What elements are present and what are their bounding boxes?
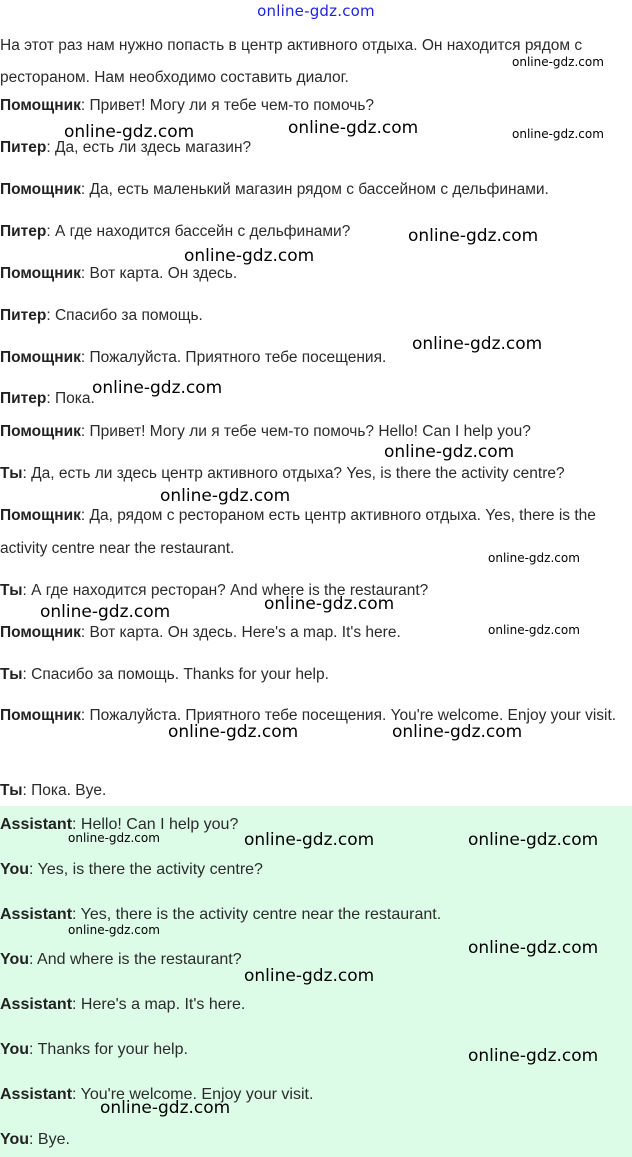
line-text: And where is the restaurant?	[37, 951, 242, 968]
dialogue-line: Питер: Да, есть ли здесь магазин?	[0, 139, 252, 156]
line-text: А где находится ресторан? And where is the restaurant?	[31, 582, 429, 599]
dialogue-line: Ты: Да, есть ли здесь центр активного отдыха? Yes, is there the activity centre?	[0, 465, 565, 482]
speaker-label: Assistant	[0, 906, 73, 923]
watermark: online-gdz.com	[264, 594, 395, 614]
dialogue-line: Питер: А где находится бассейн с дельфинами?	[0, 223, 351, 240]
dialogue-line: Помощник: Да, рядом с рестораном есть центр активного отдыха. Yes, there is the activity centre near the restaurant.	[0, 507, 596, 557]
line-text: Пожалуйста. Приятного тебе посещения. You're welcome. Enjoy your visit.	[89, 707, 617, 724]
watermark: online-gdz.com	[512, 127, 604, 141]
watermark: online-gdz.com	[64, 122, 195, 142]
speaker-label: Assistant	[0, 996, 73, 1013]
watermark: online-gdz.com	[244, 966, 375, 986]
line-text: Вот карта. Он здесь.	[89, 265, 238, 282]
speaker-label: Ты	[0, 782, 23, 799]
watermark: online-gdz.com	[512, 55, 604, 69]
speaker-label: Помощник	[0, 423, 81, 440]
watermark: online-gdz.com	[488, 551, 580, 565]
speaker-label: Питер	[0, 307, 47, 324]
watermark: online-gdz.com	[160, 486, 291, 506]
watermark: online-gdz.com	[408, 226, 539, 246]
watermark: online-gdz.com	[468, 1046, 599, 1066]
line-text: Bye.	[37, 1131, 70, 1148]
speaker-label: Ты	[0, 582, 23, 599]
line-text: Yes, is there the activity centre?	[37, 861, 263, 878]
watermark: online-gdz.com	[68, 831, 160, 845]
dialogue-line: Питер: Пока.	[0, 390, 95, 407]
speaker-label: Assistant	[0, 816, 73, 833]
speaker-label: You	[0, 1041, 30, 1058]
header-watermark: online-gdz.com	[257, 2, 375, 20]
dialogue-line: Ты: Спасибо за помощь. Thanks for your help.	[0, 666, 329, 683]
speaker-label: Помощник	[0, 707, 81, 724]
speaker-label: Помощник	[0, 507, 81, 524]
line-text: Да, есть маленький магазин рядом с бассейном с дельфинами.	[89, 181, 549, 198]
watermark: online-gdz.com	[92, 378, 223, 398]
speaker-label: Помощник	[0, 181, 81, 198]
dialogue-line: Assistant: Here's a map. It's here.	[0, 996, 246, 1013]
line-text: Да, есть ли здесь центр активного отдыха? Yes, is there the activity centre?	[31, 465, 565, 482]
line-text: Да, рядом с рестораном есть центр активного отдыха. Yes, there is the activity centre near the restaurant.	[0, 507, 596, 557]
watermark: online-gdz.com	[100, 1098, 231, 1118]
dialogue-line: You: Yes, is there the activity centre?	[0, 861, 263, 878]
dialogue-line: You: Thanks for your help.	[0, 1041, 188, 1058]
speaker-label: You	[0, 861, 30, 878]
speaker-label: Ты	[0, 465, 23, 482]
line-text: Вот карта. Он здесь. Here's a map. It's here.	[89, 624, 401, 641]
dialogue-line: Питер: Спасибо за помощь.	[0, 307, 203, 324]
speaker-label: You	[0, 1131, 30, 1148]
line-text: Yes, there is the activity centre near the restaurant.	[80, 906, 442, 923]
dialogue-line: Помощник: Вот карта. Он здесь.	[0, 265, 238, 282]
watermark: online-gdz.com	[40, 602, 171, 622]
line-text: Thanks for your help.	[37, 1041, 188, 1058]
speaker-label: Питер	[0, 139, 47, 156]
watermark: online-gdz.com	[412, 334, 543, 354]
line-text: Пока. Bye.	[31, 782, 107, 799]
speaker-label: Питер	[0, 223, 47, 240]
dialogue-line: Ты: Пока. Bye.	[0, 782, 107, 799]
line-text: А где находится бассейн с дельфинами?	[54, 223, 351, 240]
speaker-label: Помощник	[0, 265, 81, 282]
line-text: Спасибо за помощь.	[54, 307, 203, 324]
line-text: Hello! Can I help you?	[80, 816, 239, 833]
speaker-label: Помощник	[0, 624, 81, 641]
watermark: online-gdz.com	[184, 246, 315, 266]
speaker-label: You	[0, 951, 30, 968]
dialogue-line: Ты: А где находится ресторан? And where is the restaurant?	[0, 582, 429, 599]
speaker-label: Assistant	[0, 1086, 73, 1103]
speaker-label: Помощник	[0, 97, 81, 114]
line-text: Привет! Могу ли я тебе чем-то помочь? Hello! Can I help you?	[89, 423, 531, 440]
speaker-label: Питер	[0, 390, 47, 407]
dialogue-line: You: Bye.	[0, 1131, 70, 1148]
watermark: online-gdz.com	[288, 118, 419, 138]
dialogue-line: Помощник: Привет! Могу ли я тебе чем-то помочь? Hello! Can I help you?	[0, 423, 531, 440]
watermark: online-gdz.com	[468, 938, 599, 958]
watermark: online-gdz.com	[468, 830, 599, 850]
watermark: online-gdz.com	[392, 722, 523, 742]
line-text: Да, есть ли здесь магазин?	[54, 139, 252, 156]
speaker-label: Помощник	[0, 349, 81, 366]
line-text: Here's a map. It's here.	[80, 996, 246, 1013]
intro-paragraph: На этот раз нам нужно попасть в центр активного отдыха. Он находится рядом с рестораном. Нам необходимо составить диалог.	[0, 37, 583, 86]
line-text: You're welcome. Enjoy your visit.	[80, 1086, 314, 1103]
watermark: online-gdz.com	[68, 923, 160, 937]
dialogue-line: Assistant: Yes, there is the activity centre near the restaurant.	[0, 906, 442, 923]
speaker-label: Ты	[0, 666, 23, 683]
dialogue-line: Assistant: Hello! Can I help you?	[0, 816, 239, 833]
watermark: online-gdz.com	[168, 722, 299, 742]
line-text: Привет! Могу ли я тебе чем-то помочь?	[89, 97, 375, 114]
dialogue-line: Помощник: Вот карта. Он здесь. Here's a map. It's here.	[0, 624, 401, 641]
dialogue-line: Assistant: You're welcome. Enjoy your visit.	[0, 1086, 314, 1103]
watermark: online-gdz.com	[384, 442, 515, 462]
dialogue-line: You: And where is the restaurant?	[0, 951, 242, 968]
line-text: Пожалуйста. Приятного тебе посещения.	[89, 349, 387, 366]
dialogue-line: Помощник: Да, есть маленький магазин рядом с бассейном с дельфинами.	[0, 181, 549, 198]
dialogue-line: Помощник: Привет! Могу ли я тебе чем-то помочь?	[0, 97, 375, 114]
watermark: online-gdz.com	[244, 830, 375, 850]
line-text: Пока.	[54, 390, 95, 407]
dialogue-line: Помощник: Пожалуйста. Приятного тебе посещения.	[0, 349, 387, 366]
watermark: online-gdz.com	[488, 623, 580, 637]
dialogue-line: Помощник: Пожалуйста. Приятного тебе посещения. You're welcome. Enjoy your visit.	[0, 707, 617, 724]
line-text: Спасибо за помощь. Thanks for your help.	[31, 666, 329, 683]
